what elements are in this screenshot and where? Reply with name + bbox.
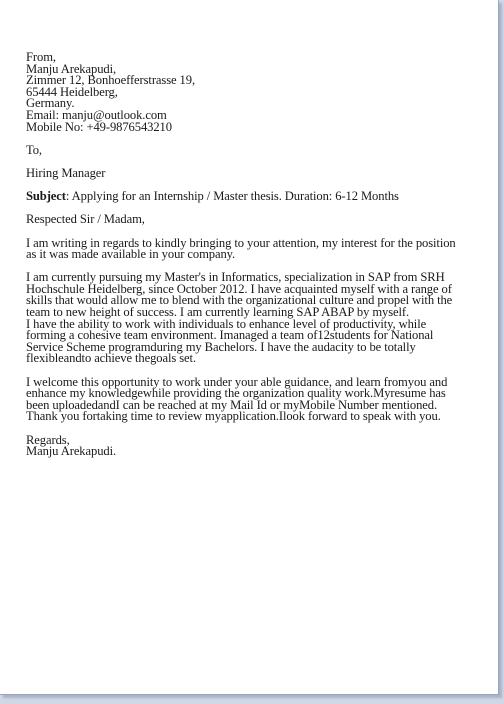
paragraph-line: been uploadedandI can be reached at my Mail Id or myMobile Number mentioned. — [26, 397, 438, 412]
paragraph-1 — [26, 235, 478, 262]
recipient-block — [26, 165, 478, 180]
sender-street: Zimmer 12, Bonhoefferstrasse 19, — [26, 73, 195, 88]
to-block — [26, 142, 478, 157]
paragraph-line: enhance my knowledgewhile providing the organization quality work.Myresume has — [26, 386, 446, 401]
sender-email: Email: manju@outlook.com — [26, 107, 167, 122]
closing-block — [26, 432, 478, 459]
paragraph-line: I am currently pursuing my Master's in Informatics, specialization in SAP from SRH — [26, 270, 445, 285]
from-label: From, — [26, 50, 56, 64]
paragraph-line: forming a cohesive team environment. Imanaged a team of12students for National — [26, 328, 434, 343]
sender-city: 65444 Heidelberg, — [26, 84, 118, 99]
closing-signature: Manju Arekapudi. — [26, 444, 117, 459]
sender-mobile: Mobile No: +49-9876543210 — [26, 119, 172, 134]
paragraph-line: Service Scheme programduring my Bachelors. I have the audacity to be totally — [26, 339, 416, 354]
salutation — [26, 214, 478, 226]
to-label: To, — [26, 142, 42, 157]
paragraph-line: as it was made available in your company. — [26, 247, 236, 262]
recipient-title: Hiring Manager — [26, 165, 106, 180]
sender-country: Germany. — [26, 96, 75, 111]
sender-name: Manju Arekapudi, — [26, 61, 117, 76]
paragraph-line: Thank you fortaking time to review myapplication.Ilook forward to speak with you. — [26, 409, 441, 424]
subject-text: : Applying for an Internship / Master thesis. Duration: 6-12 Months — [65, 189, 399, 204]
subject-line — [26, 191, 478, 203]
cover-letter — [26, 52, 478, 458]
paragraph-line: I welcome this opportunity to work under your able guidance, and learn fromyou and — [26, 374, 448, 389]
paragraph-line: flexibleandto achieve thegoals set. — [26, 351, 196, 366]
subject-label: Subject — [26, 189, 66, 204]
paragraph-line: I am writing in regards to kindly bringing to your attention, my interest for the position — [26, 235, 456, 250]
paragraph-line: Hochschule Heidelberg, since October 2012. I have acquainted myself with a range of — [26, 281, 452, 296]
paragraph-2 — [26, 272, 478, 365]
paragraph-3 — [26, 374, 478, 424]
salutation-text: Respected Sir / Madam, — [26, 212, 145, 227]
paragraph-line: I have the ability to work with individuals to enhance level of productivity, while — [26, 316, 427, 331]
paragraph-line: skills that would allow me to blend with the organizational culture and propel with the — [26, 293, 453, 308]
paragraph-line: team to new height of success. I am currently learning SAP ABAP by myself. — [26, 305, 410, 320]
closing-regards: Regards, — [26, 432, 70, 447]
sender-block — [26, 52, 478, 133]
